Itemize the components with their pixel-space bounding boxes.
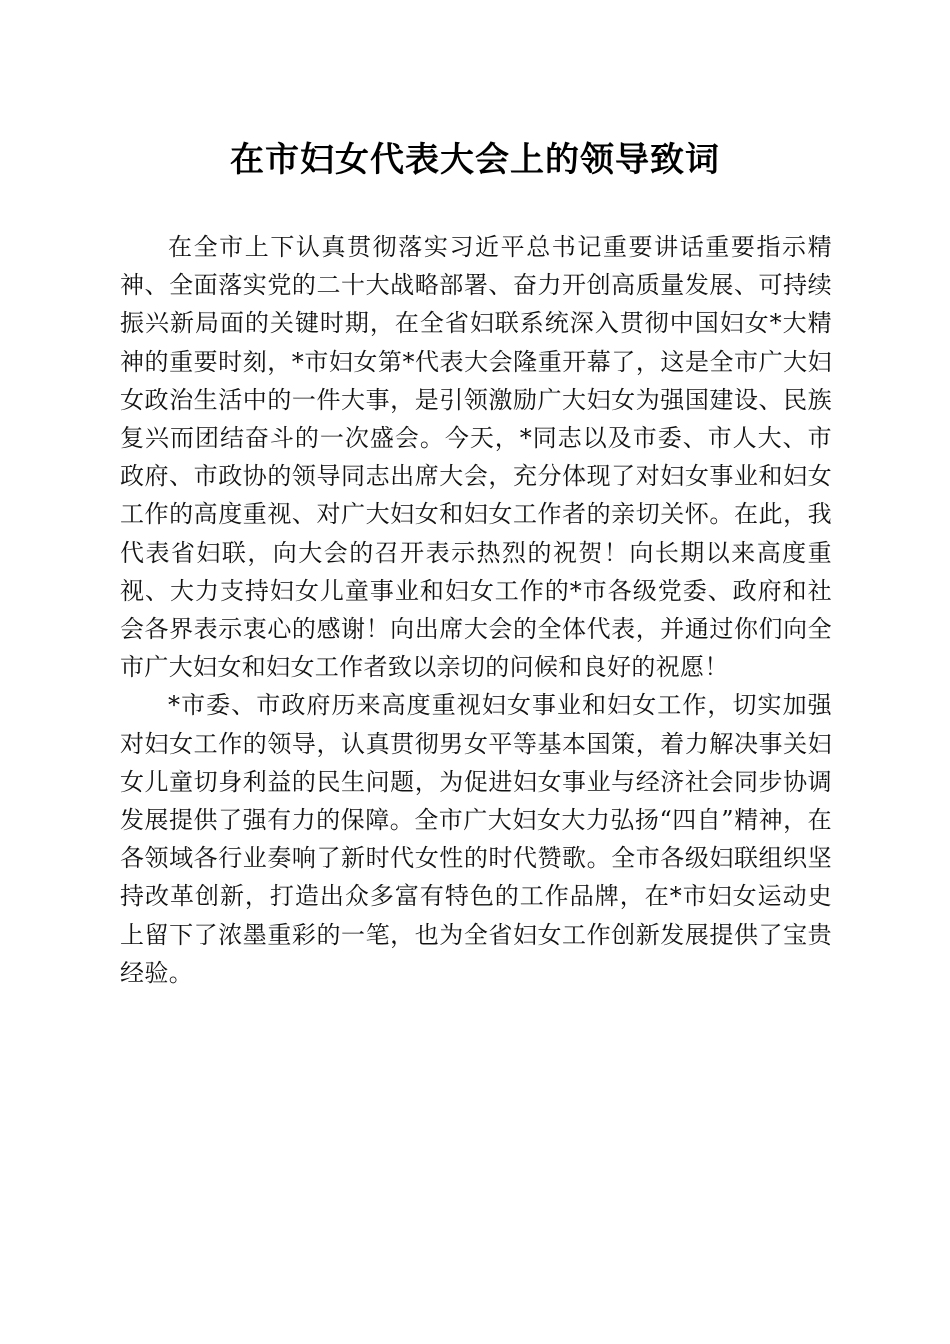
document-title: 在市妇女代表大会上的领导致词 — [230, 140, 720, 180]
paragraph-2: *市委、市政府历来高度重视妇女事业和妇女工作，切实加强对妇女工作的领导，认真贯彻男女平等基本国策，着力解决事关妇女儿童切身利益的民生问题，为促进妇女事业与经济社会同步协调发展提供了强有力的保障。全市广大妇女大力弘扬“四自”精神，在各领域各行业奏响了新时代女性的时代赞歌。全市各级妇联组织坚持改革创新，打造出众多富有特色的工作品牌，在*市妇女运动史上留下了浓墨重彩的一笔，也为全省妇女工作创新发展提供了宝贵经验。 — [120, 691, 832, 987]
paragraph-1: 在全市上下认真贯彻落实习近平总书记重要讲话重要指示精神、全面落实党的二十大战略部署、奋力开创高质量发展、可持续振兴新局面的关键时期，在全省妇联系统深入贯彻中国妇女*大精神的重要时刻，*市妇女第*代表大会隆重开幕了，这是全市广大妇女政治生活中的一件大事，是引领激励广大妇女为强国建设、民族复兴而团结奋斗的一次盛会。今天，*同志以及市委、市人大、市政府、市政协的领导同志出席大会，充分体现了对妇女事业和妇女工作的高度重视、对广大妇女和妇女工作者的亲切关怀。在此，我代表省妇联，向大会的召开表示热烈的祝贺！向长期以来高度重视、大力支持妇女儿童事业和妇女工作的*市各级党委、政府和社会各界表示衷心的感谢！向出席大会的全体代表，并通过你们向全市广大妇女和妇女工作者致以亲切的问候和良好的祝愿！ — [120, 233, 832, 682]
document-body — [120, 228, 832, 992]
